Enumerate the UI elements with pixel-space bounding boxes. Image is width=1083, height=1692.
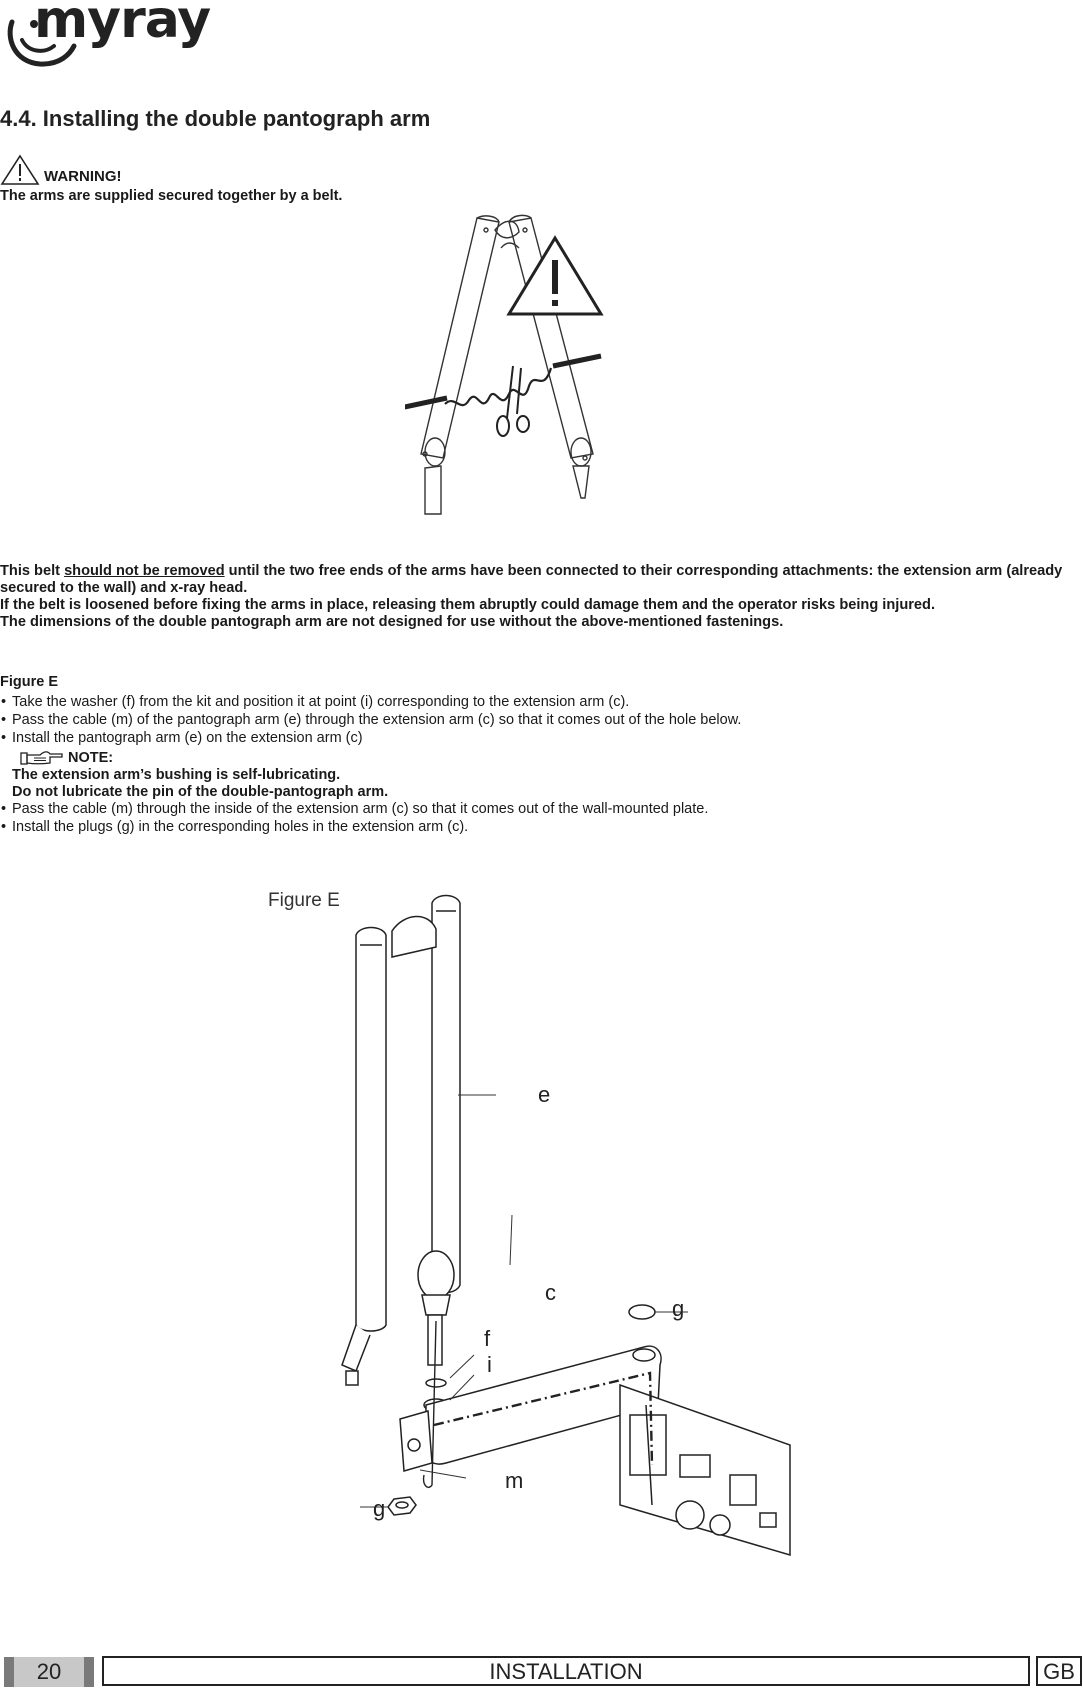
figure-e-drawing (260, 885, 820, 1595)
figure-e-title: Figure E (268, 890, 340, 911)
list-item: • Pass the cable (m) of the pantograph arm (e) through the extension arm (c) so that it comes out of the hole below. (1, 712, 742, 728)
warning-text: The arms are supplied secured together by a belt. (0, 188, 343, 204)
warning-triangle-icon (0, 154, 40, 186)
belt-notice-line2: If the belt is loosened before fixing the arms in place, releasing them abruptly could damage them and the operator risks being injured. (0, 597, 936, 613)
page-number: 20 (4, 1657, 94, 1687)
procedure-caption: Figure E (0, 674, 59, 690)
logo-text: myray (34, 0, 211, 50)
list-item: • Pass the cable (m) through the inside of the extension arm (c) so that it comes out of the wall-mounted plate. (1, 801, 709, 817)
page-footer (0, 1655, 1083, 1689)
section-title: 4.4. Installing the double pantograph arm (0, 106, 431, 131)
list-item: • Install the plugs (g) in the corresponding holes in the extension arm (c). (1, 819, 469, 835)
footer-section-title: INSTALLATION (102, 1656, 1030, 1686)
language-code: GB (1036, 1656, 1082, 1686)
belt-notice-emphasis: should not be removed (64, 563, 225, 579)
warning-row (0, 154, 300, 188)
procedure-steps (0, 694, 1083, 837)
label-e: e (538, 1082, 551, 1107)
pointing-hand-icon (20, 750, 64, 766)
label-g-top: g (672, 1296, 685, 1321)
warning-label: WARNING! (44, 168, 122, 185)
label-g-bottom: g (373, 1496, 386, 1521)
note-line-1: The extension arm’s bushing is self-lubricating. (12, 767, 341, 783)
note-block (0, 749, 1083, 801)
label-m: m (505, 1468, 524, 1493)
note-label: NOTE: (68, 749, 114, 766)
belt-notice (0, 563, 1083, 631)
myray-logo (4, 0, 211, 68)
note-line-2: Do not lubricate the pin of the double-pantograph arm. (12, 784, 389, 800)
belt-notice-line1: This belt should not be removed until the two free ends of the arms have been connected to their corresponding attachments: the extension arm (already secured to the wall) and x-ray head. (0, 563, 1063, 596)
belt-notice-line3: The dimensions of the double pantograph arm are not designed for use without the above-mentioned fastenings. (0, 614, 784, 630)
label-c: c (545, 1280, 556, 1305)
label-f: f (484, 1326, 491, 1351)
label-i: i (487, 1352, 492, 1377)
belt-secured-arms-figure (405, 208, 665, 520)
list-item: • Install the pantograph arm (e) on the extension arm (c) (1, 730, 363, 746)
list-item: • Take the washer (f) from the kit and position it at point (i) corresponding to the extension arm (c). (1, 694, 630, 710)
